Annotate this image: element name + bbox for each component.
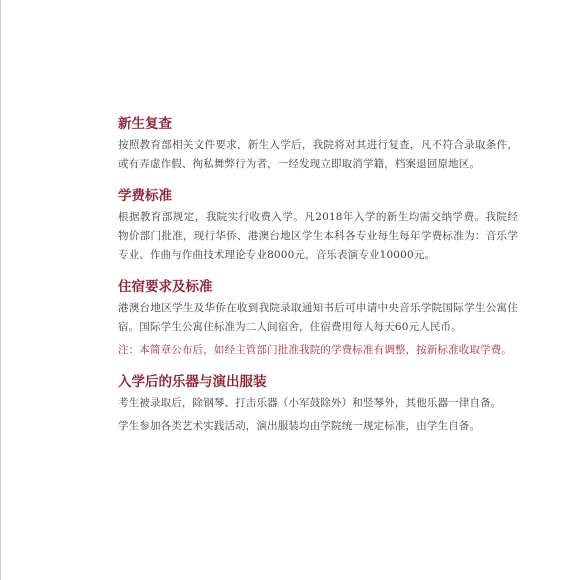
section-paragraph: 港澳台地区学生及华侨在收到我院录取通知书后可申请中央音乐学院国际学生公寓住宿。国际学生公寓住标准为二人间宿舍，住宿费用每人每天60元人民币。 [118, 302, 518, 333]
document-body [118, 114, 518, 448]
section-instruments-costumes [118, 372, 518, 436]
section-heading: 新生复查 [118, 116, 172, 132]
tuition-adjustment-note: 注：本简章公布后，如经主管部门批准我院的学费标准有调整，按新标准收取学费。 [118, 344, 513, 356]
section-heading: 住宿要求及标准 [118, 279, 213, 295]
section-heading: 入学后的乐器与演出服装 [118, 374, 267, 390]
section-paragraph: 考生被录取后，除钢琴、打击乐器（小军鼓除外）和竖琴外，其他乐器一律自备。 [118, 397, 502, 409]
section-heading: 学费标准 [118, 188, 172, 204]
section-tuition-standard [118, 186, 518, 265]
section-paragraph: 学生参加各类艺术实践活动，演出服装均由学院统一规定标准，由学生自备。 [118, 420, 481, 432]
page-edge-divider [0, 0, 1, 580]
section-paragraph: 根据教育部规定，我院实行收费入学。凡2018年入学的新生均需交纳学费。我院经物价部门批准，现行华侨、港澳台地区学生本科各专业每生每年学费标准为：音乐学专业、作曲与作曲技术理论专业8000元，音乐表演专业10000元。 [118, 211, 518, 261]
section-paragraph: 按照教育部相关文件要求，新生入学后，我院将对其进行复查，凡不符合录取条件，或有弄虚作假、徇私舞弊行为者，一经发现立即取消学籍，档案退回原地区。 [118, 139, 518, 170]
section-freshman-review [118, 114, 518, 174]
section-accommodation [118, 277, 518, 360]
